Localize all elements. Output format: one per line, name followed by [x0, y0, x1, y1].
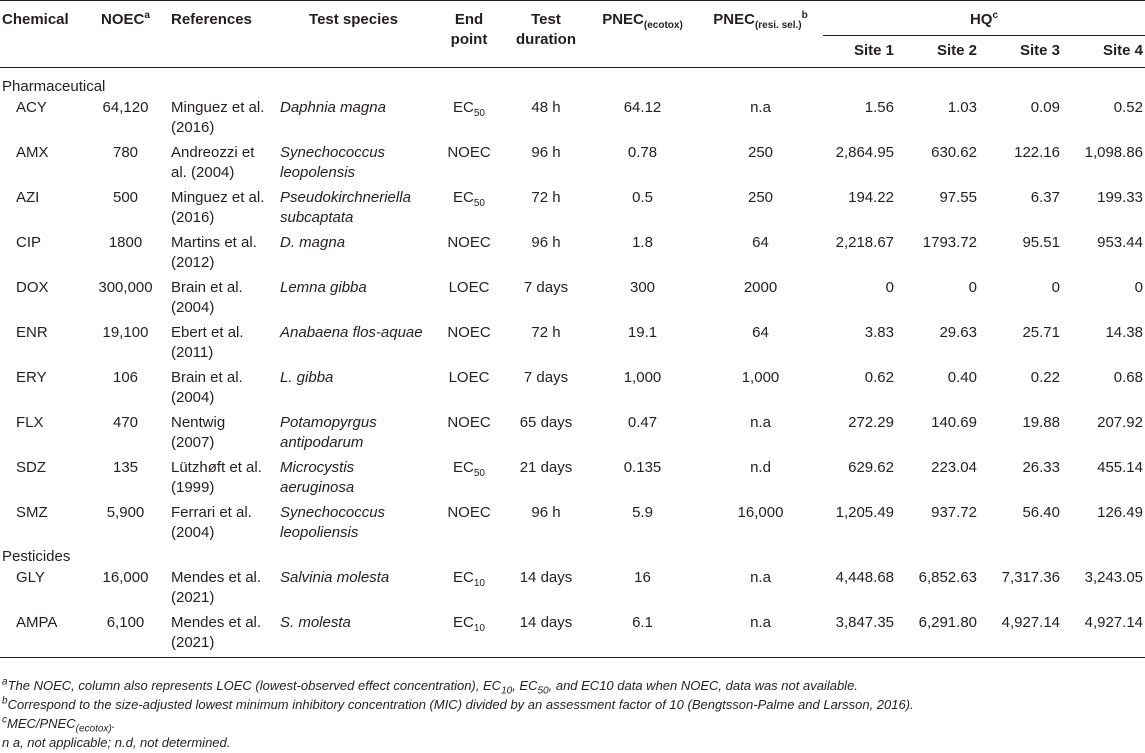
cell-duration: 7 days: [523, 279, 569, 296]
col-end-point: End point: [450, 11, 488, 48]
cell-end-point: NOEC: [447, 324, 491, 341]
cell-chemical: ACY: [16, 99, 47, 116]
cell-duration: 72 h: [531, 324, 561, 341]
cell-pnec-resi: n.a: [750, 414, 771, 431]
cell-species: D. magna: [280, 234, 346, 251]
col-test-species: Test species: [309, 11, 398, 28]
cell-noec: 16,000: [102, 569, 149, 586]
cell-duration: 7 days: [523, 369, 569, 386]
cell-site-4: 4,927.14: [1084, 614, 1143, 631]
category-label: Pharmaceutical: [2, 78, 106, 95]
cell-end-point: NOEC: [447, 144, 491, 161]
cell-site-1: 3.83: [864, 324, 894, 341]
cell-pnec-resi: 1,000: [741, 369, 780, 386]
cell-reference: Mendes et al. (2021): [171, 614, 262, 651]
cell-duration: 96 h: [531, 234, 561, 251]
cell-chemical: GLY: [16, 569, 45, 586]
cell-noec: 500: [112, 189, 139, 206]
cell-chemical: CIP: [16, 234, 42, 251]
cell-site-3: 4,927.14: [1001, 614, 1060, 631]
cell-pnec-ecotox: 0.78: [627, 144, 658, 161]
cell-reference: Minguez et al. (2016): [171, 99, 265, 136]
col-chemical: Chemical: [2, 11, 69, 28]
cell-species: Salvinia molesta: [280, 569, 390, 586]
footnotes: [2, 676, 914, 752]
cell-site-4: 3,243.05: [1084, 569, 1143, 586]
cell-site-1: 0: [885, 279, 894, 296]
cell-site-2: 1793.72: [922, 234, 977, 251]
cell-end-point: NOEC: [447, 414, 491, 431]
cell-site-4: 207.92: [1097, 414, 1143, 431]
col-site-4: Site 4: [1102, 42, 1143, 59]
cell-chemical: ERY: [16, 369, 47, 386]
table-row: [0, 502, 1145, 547]
cell-pnec-ecotox: 19.1: [627, 324, 658, 341]
cell-noec: 470: [112, 414, 139, 431]
cell-noec: 19,100: [102, 324, 149, 341]
cell-noec: 1800: [108, 234, 143, 251]
cell-duration: 48 h: [531, 99, 561, 116]
cell-site-2: 140.69: [931, 414, 977, 431]
cell-duration: 96 h: [531, 144, 561, 161]
cell-noec: 780: [112, 144, 139, 161]
cell-species: Microcystis aeruginosa: [280, 459, 355, 496]
cell-pnec-ecotox: 0.135: [623, 459, 662, 476]
table-row: [0, 567, 1145, 612]
cell-site-4: 199.33: [1097, 189, 1143, 206]
cell-pnec-resi: 16,000: [737, 504, 784, 521]
cell-site-1: 1.56: [864, 99, 894, 116]
cell-chemical: AMX: [16, 144, 49, 161]
cell-chemical: AZI: [16, 189, 40, 206]
cell-duration: 14 days: [519, 614, 573, 631]
category-row: [0, 68, 1145, 98]
col-pnec-ecotox: $PNEC_{(ecotox)}$: [602, 11, 683, 31]
footnote-abbreviations: n a, not applicable; n.d, not determined.: [2, 735, 231, 750]
cell-pnec-resi: 2000: [743, 279, 778, 296]
cell-end-point: NOEC: [447, 504, 491, 521]
cell-site-4: 455.14: [1097, 459, 1143, 476]
category-label: Pesticides: [2, 548, 71, 565]
cell-site-1: 0.62: [864, 369, 894, 386]
cell-end-point: LOEC: [448, 369, 490, 386]
cell-site-2: 97.55: [939, 189, 977, 206]
cell-site-2: 937.72: [931, 504, 977, 521]
cell-species: Synechococcus leopolensis: [280, 144, 386, 181]
col-references: References: [171, 11, 252, 28]
cell-site-3: 6.37: [1030, 189, 1060, 206]
table-row: [0, 367, 1145, 412]
cell-end-point: $EC_{10}$: [453, 614, 485, 634]
cell-duration: 65 days: [519, 414, 573, 431]
table-row: [0, 232, 1145, 277]
col-test-duration: Test duration: [516, 11, 576, 48]
cell-reference: Martins et al. (2012): [171, 234, 257, 271]
cell-duration: 96 h: [531, 504, 561, 521]
category-row: [0, 547, 1145, 567]
cell-site-4: 953.44: [1097, 234, 1143, 251]
cell-pnec-ecotox: 6.1: [632, 614, 653, 631]
cell-site-4: 14.38: [1105, 324, 1143, 341]
cell-site-4: 0: [1134, 279, 1143, 296]
cell-site-2: 630.62: [931, 144, 977, 161]
cell-site-3: 19.88: [1022, 414, 1060, 431]
cell-site-2: 1.03: [947, 99, 977, 116]
col-hq: $HQ^c$: [823, 1, 1145, 36]
table-header: [0, 1, 1145, 68]
cell-end-point: LOEC: [448, 279, 490, 296]
cell-pnec-ecotox: 0.47: [627, 414, 658, 431]
cell-site-3: 56.40: [1022, 504, 1060, 521]
col-noec: NOEC$^a$: [101, 10, 150, 28]
cell-pnec-resi: 64: [752, 324, 769, 341]
cell-duration: 14 days: [519, 569, 573, 586]
cell-pnec-ecotox: 64.12: [623, 99, 662, 116]
cell-pnec-resi: 250: [747, 189, 774, 206]
table-row: [0, 612, 1145, 658]
cell-chemical: ENR: [16, 324, 48, 341]
cell-end-point: $EC_{50}$: [453, 459, 485, 479]
cell-reference: Mendes et al. (2021): [171, 569, 262, 606]
cell-site-1: 272.29: [848, 414, 894, 431]
cell-site-2: 6,291.80: [918, 614, 977, 631]
cell-species: Anabaena flos-aquae: [280, 324, 423, 341]
cell-site-1: 3,847.35: [835, 614, 894, 631]
table-row: [0, 457, 1145, 502]
cell-duration: 21 days: [519, 459, 573, 476]
cell-site-2: 223.04: [931, 459, 977, 476]
cell-reference: Nentwig (2007): [171, 414, 226, 451]
cell-species: Pseudokirchneriella subcaptata: [280, 189, 411, 226]
cell-site-1: 194.22: [848, 189, 894, 206]
col-site-2: Site 2: [936, 42, 977, 59]
cell-pnec-resi: 64: [752, 234, 769, 251]
cell-species: Synechococcus leopoliensis: [280, 504, 386, 541]
cell-reference: Lützhøft et al. (1999): [171, 459, 262, 496]
cell-reference: Minguez et al. (2016): [171, 189, 265, 226]
cell-pnec-ecotox: 1,000: [623, 369, 662, 386]
cell-reference: Ferrari et al. (2004): [171, 504, 252, 541]
cell-site-1: 2,864.95: [835, 144, 894, 161]
table-row: [0, 322, 1145, 367]
cell-site-2: 6,852.63: [918, 569, 977, 586]
cell-pnec-ecotox: 1.8: [632, 234, 653, 251]
cell-reference: Brain et al. (2004): [171, 279, 243, 316]
cell-species: Lemna gibba: [280, 279, 367, 296]
table-row: [0, 142, 1145, 187]
cell-site-4: 0.68: [1113, 369, 1143, 386]
footnote-c: $^cMEC/PNEC_{(ecotox)}$.: [2, 714, 116, 735]
cell-site-3: 7,317.36: [1001, 569, 1060, 586]
cell-pnec-resi: 250: [747, 144, 774, 161]
cell-site-2: 0: [968, 279, 977, 296]
cell-chemical: SMZ: [16, 504, 48, 521]
col-site-1: Site 1: [853, 42, 894, 59]
cell-pnec-resi: n.a: [750, 569, 771, 586]
cell-chemical: AMPA: [16, 614, 58, 631]
footnote-b: $^b$Correspond to the size-adjusted lowest minimum inhibitory concentration (MIC) divided by an assessment factor of 10 (Bengtsson-Palme and Larsson, 2016).: [2, 695, 914, 712]
cell-noec: 300,000: [98, 279, 153, 296]
cell-site-1: 2,218.67: [835, 234, 894, 251]
cell-site-3: 95.51: [1022, 234, 1060, 251]
cell-noec: 6,100: [106, 614, 145, 631]
cell-noec: 64,120: [102, 99, 149, 116]
col-site-3: Site 3: [1019, 42, 1060, 59]
cell-reference: Andreozzi et al. (2004): [171, 144, 255, 181]
table-body: [0, 68, 1145, 658]
cell-duration: 72 h: [531, 189, 561, 206]
cell-chemical: DOX: [16, 279, 49, 296]
cell-species: Potamopyrgus antipodarum: [280, 414, 377, 451]
cell-noec: 135: [112, 459, 139, 476]
cell-pnec-resi: n.a: [750, 614, 771, 631]
cell-site-1: 4,448.68: [835, 569, 894, 586]
cell-species: L. gibba: [280, 369, 334, 386]
cell-reference: Ebert et al. (2011): [171, 324, 244, 361]
cell-site-4: 126.49: [1097, 504, 1143, 521]
cell-pnec-ecotox: 0.5: [632, 189, 653, 206]
table-row: [0, 412, 1145, 457]
cell-noec: 5,900: [106, 504, 145, 521]
cell-end-point: $EC_{50}$: [453, 99, 485, 119]
cell-site-3: 0.22: [1030, 369, 1060, 386]
cell-site-4: 0.52: [1113, 99, 1143, 116]
cell-pnec-ecotox: 16: [634, 569, 651, 586]
cell-site-3: 0.09: [1030, 99, 1060, 116]
cell-site-3: 0: [1051, 279, 1060, 296]
cell-site-3: 26.33: [1022, 459, 1060, 476]
cell-reference: Brain et al. (2004): [171, 369, 243, 406]
table-row: [0, 97, 1145, 142]
cell-chemical: FLX: [16, 414, 44, 431]
cell-site-2: 0.40: [947, 369, 977, 386]
cell-site-2: 29.63: [939, 324, 977, 341]
cell-site-3: 25.71: [1022, 324, 1060, 341]
table-row: [0, 277, 1145, 322]
cell-pnec-resi: n.d: [750, 459, 771, 476]
cell-site-1: 1,205.49: [835, 504, 894, 521]
cell-species: Daphnia magna: [280, 99, 386, 116]
cell-site-3: 122.16: [1014, 144, 1060, 161]
cell-species: S. molesta: [280, 614, 351, 631]
cell-chemical: SDZ: [16, 459, 46, 476]
footnote-a: $^a$The NOEC, column also represents LOEC (lowest-observed effect concentration), $EC_{10}$, $EC_{50}$, and EC10 data when NOEC, data was not available.: [2, 676, 858, 697]
cell-pnec-resi: n.a: [750, 99, 771, 116]
cell-end-point: $EC_{10}$: [453, 569, 485, 589]
cell-end-point: NOEC: [447, 234, 491, 251]
cell-site-4: 1,098.86: [1084, 144, 1143, 161]
cell-site-1: 629.62: [848, 459, 894, 476]
table-row: [0, 187, 1145, 232]
col-pnec-resi: $PNEC_{(resi. sel.)}^b$: [713, 10, 808, 31]
cell-pnec-ecotox: 5.9: [632, 504, 653, 521]
cell-end-point: $EC_{50}$: [453, 189, 485, 209]
cell-pnec-ecotox: 300: [629, 279, 656, 296]
cell-noec: 106: [112, 369, 139, 386]
